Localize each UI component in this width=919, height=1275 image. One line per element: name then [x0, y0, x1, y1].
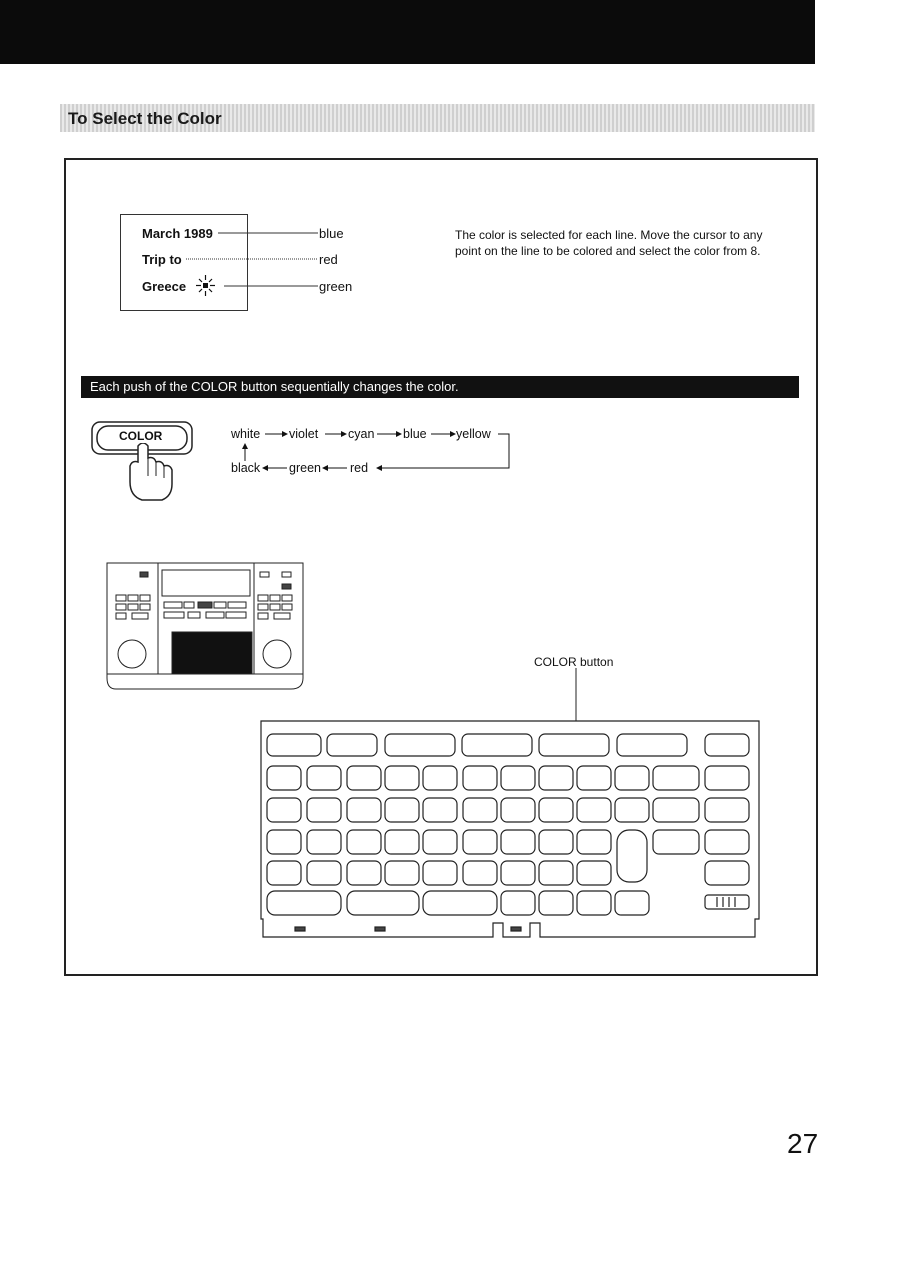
- page-number: 27: [787, 1128, 819, 1159]
- color-label-red: red: [319, 252, 338, 267]
- seq-green: green: [289, 461, 321, 475]
- seq-yellow: yellow: [456, 427, 491, 441]
- instruction-banner: Each push of the COLOR button sequentially changes the color.: [81, 376, 799, 398]
- sample-line-2: Trip to: [142, 252, 182, 267]
- section-header: [60, 104, 815, 132]
- sample-line-1: March 1989: [142, 226, 213, 241]
- seq-violet: violet: [289, 427, 319, 441]
- seq-white: white: [231, 427, 261, 441]
- sequence-arrows: [225, 425, 525, 485]
- color-button-label: COLOR: [119, 429, 163, 443]
- top-black-bar: [0, 0, 815, 64]
- color-label-green: green: [319, 279, 353, 294]
- cursor-icon: [194, 274, 218, 298]
- description-text: The color is selected for each line. Move the cursor to any point on the line to be colored and select the color from 8.: [455, 228, 763, 258]
- titler-device-illustration: [106, 562, 306, 692]
- seq-black: black: [231, 461, 261, 475]
- seq-blue: blue: [403, 427, 427, 441]
- color-label-blue: blue: [319, 226, 344, 241]
- sample-line-3: Greece: [142, 279, 187, 294]
- seq-cyan: cyan: [348, 427, 375, 441]
- color-button-callout: COLOR button: [534, 655, 614, 669]
- seq-red: red: [350, 461, 369, 475]
- keyboard-illustration: [255, 719, 765, 944]
- section-title: To Select the Color: [68, 109, 222, 128]
